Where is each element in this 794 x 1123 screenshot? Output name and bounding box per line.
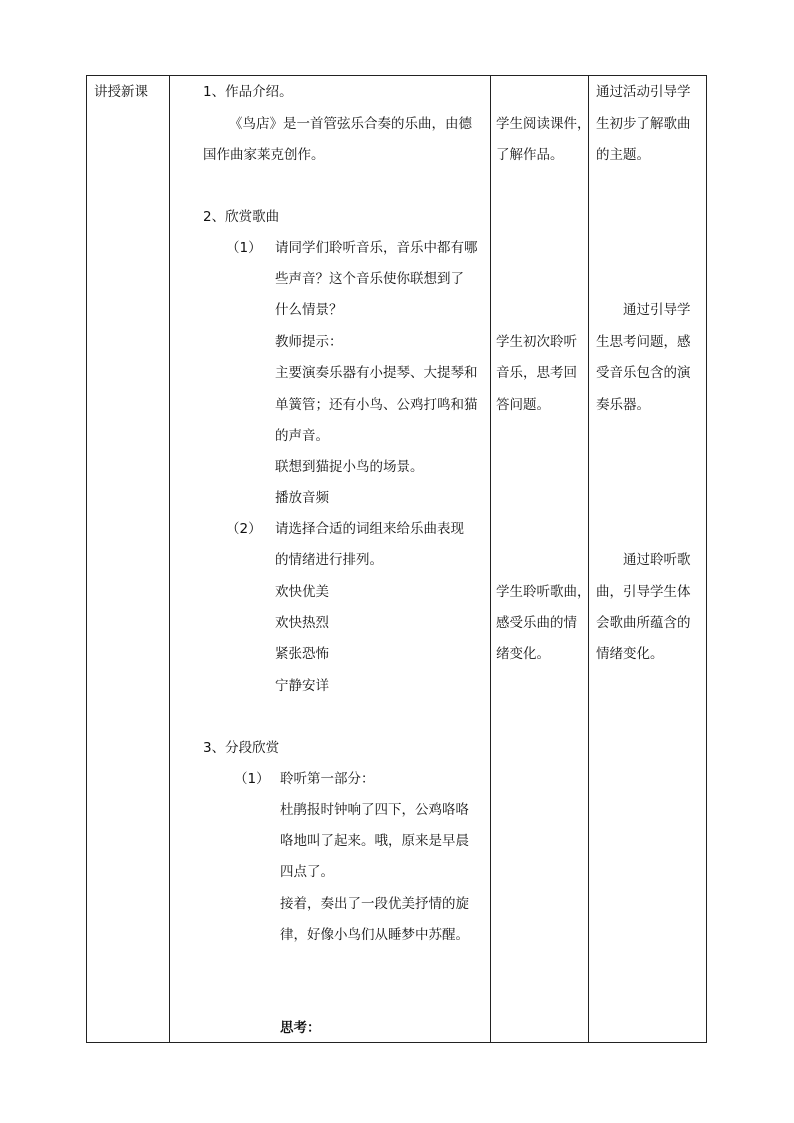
student-activity-line: 绪变化。 — [496, 646, 550, 662]
question2-number: （2） — [226, 521, 262, 537]
column-divider — [588, 76, 589, 1042]
part1-line: 四点了。 — [280, 864, 334, 880]
question2-line: 请选择合适的词组来给乐曲表现 — [275, 521, 464, 537]
question2-line: 的情绪进行排列。 — [275, 552, 383, 568]
mood-option: 宁静安详 — [275, 678, 329, 694]
item1-line: 国作曲家莱克创作。 — [203, 147, 325, 163]
question1-number: （1） — [226, 240, 262, 256]
design-intent-line: 的主题。 — [596, 147, 650, 163]
design-intent-line: 通过聆听歌 — [623, 552, 691, 568]
hint-label: 教师提示： — [275, 334, 343, 350]
mood-option: 欢快优美 — [275, 584, 329, 600]
design-intent-line: 通过引导学 — [623, 302, 691, 318]
design-intent-line: 情绪变化。 — [596, 646, 664, 662]
part1-number: （1） — [234, 771, 270, 787]
question1-line: 些声音？这个音乐使你联想到了 — [275, 271, 464, 287]
design-intent-line: 奏乐器。 — [596, 397, 650, 413]
item3-heading: 3、分段欣赏 — [203, 740, 280, 756]
section-label: 讲授新课 — [94, 84, 148, 100]
student-activity-line: 了解作品。 — [496, 147, 564, 163]
design-intent-line: 生初步了解歌曲 — [596, 116, 691, 132]
association-text: 联想到猫捉小鸟的场景。 — [275, 459, 424, 475]
item2-heading: 2、欣赏歌曲 — [203, 209, 280, 225]
part1-line: 杜鹃报时钟响了四下，公鸡咯咯 — [280, 802, 469, 818]
part1-line: 咯地叫了起来。哦，原来是早晨 — [280, 833, 469, 849]
student-activity-line: 答问题。 — [496, 397, 550, 413]
design-intent-line: 曲，引导学生体 — [596, 584, 691, 600]
student-activity-line: 学生初次聆听 — [496, 334, 577, 350]
think-label: 思考： — [280, 1020, 321, 1036]
play-audio-text: 播放音频 — [275, 490, 329, 506]
question1-line: 请同学们聆听音乐，音乐中都有哪 — [275, 240, 478, 256]
hint-line: 的声音。 — [275, 428, 329, 444]
student-activity-line: 音乐，思考回 — [496, 365, 577, 381]
design-intent-line: 会歌曲所蕴含的 — [596, 615, 691, 631]
column-divider — [169, 76, 170, 1042]
hint-line: 主要演奏乐器有小提琴、大提琴和 — [275, 365, 478, 381]
design-intent-line: 生思考问题，感 — [596, 334, 691, 350]
student-activity-line: 感受乐曲的情 — [496, 615, 577, 631]
question1-line: 什么情景？ — [275, 302, 343, 318]
design-intent-line: 通过活动引导学 — [596, 84, 691, 100]
part1-line: 接着，奏出了一段优美抒情的旋 — [280, 896, 469, 912]
hint-line: 单簧管；还有小鸟、公鸡打鸣和猫 — [275, 397, 478, 413]
student-activity-line: 学生阅读课件， — [496, 116, 591, 132]
part1-line: 律，好像小鸟们从睡梦中苏醒。 — [280, 927, 469, 943]
mood-option: 欢快热烈 — [275, 615, 329, 631]
item1-heading: 1、作品介绍。 — [203, 84, 293, 100]
item1-line: 《鸟店》是一首管弦乐合奏的乐曲，由德 — [229, 116, 472, 132]
part1-title: 聆听第一部分： — [280, 771, 375, 787]
design-intent-line: 受音乐包含的演 — [596, 365, 691, 381]
student-activity-line: 学生聆听歌曲， — [496, 584, 591, 600]
mood-option: 紧张恐怖 — [275, 646, 329, 662]
column-divider — [490, 76, 491, 1042]
